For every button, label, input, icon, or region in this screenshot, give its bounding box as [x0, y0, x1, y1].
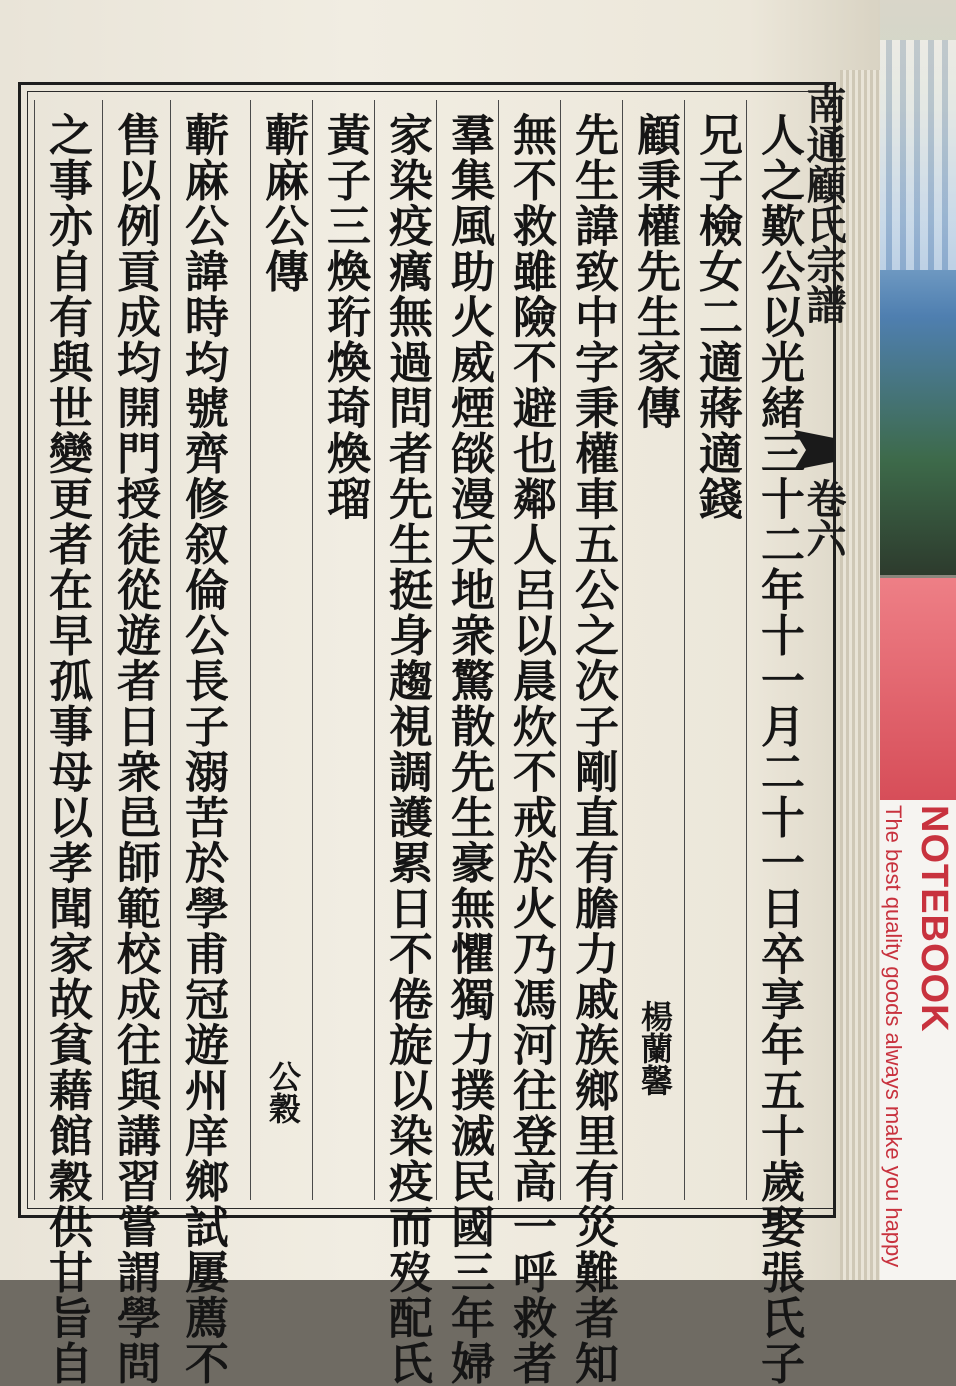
text-column-3	[622, 100, 685, 1200]
column-text: 先生諱致中字秉權車五公之次子剛直有膽力戚族鄉里有災難者知	[567, 112, 618, 1386]
column-text: 售以例貢成均開門授徒從遊者日衆邑師範校成往與講習嘗謂學問	[109, 112, 160, 1386]
text-column-11	[102, 100, 165, 1386]
column-heading: 蘄麻公傳	[257, 112, 308, 294]
column-text: 羣集風助火威煙燄漫天地衆驚散先生豪無懼獨力撲滅民國三年婦	[443, 112, 494, 1386]
notebook-title: NOTEBOOK	[913, 805, 955, 1033]
genealogy-title: 南通顧氏宗譜	[800, 84, 847, 324]
author-signature: 楊蘭馨	[636, 1000, 674, 1096]
text-column-5	[498, 100, 561, 1386]
notebook-tagline: The best quality goods always make you happy	[881, 805, 906, 1268]
text-column-4	[560, 100, 623, 1386]
volume-label: 卷六	[800, 478, 847, 558]
column-text: 兄子檢女二適蔣適錢	[691, 112, 742, 522]
column-text: 人之歎公以光緒三十二年十一月二十一日卒享年五十歲娶張氏子	[753, 112, 804, 1386]
text-column-6	[436, 100, 499, 1386]
column-text: 之事亦自有與世變更者在早孤事母以孝聞家故貧藉館穀供甘旨自	[41, 112, 92, 1386]
illustration	[878, 40, 956, 270]
author-signature: 公穀	[264, 1060, 302, 1124]
print-frame	[18, 82, 836, 1386]
text-column-12	[34, 100, 97, 1386]
column-text: 無不救雖險不避也鄰人呂以晨炊不戒於火乃馮河往登高一呼救者	[505, 112, 556, 1386]
column-text: 蘄麻公諱時均號齊修叙倫公長子溺苦於學甫冠遊州庠鄉試屢薦不	[177, 112, 228, 1386]
column-text: 家染疫癘無過問者先生挺身趨視調護累日不倦旋以染疫而歿配氏	[381, 112, 432, 1386]
text-column-9	[250, 100, 313, 1200]
text-column-10	[170, 100, 233, 1386]
page-header-column	[800, 84, 846, 684]
text-column-8	[312, 100, 375, 1200]
text-column-7	[374, 100, 437, 1386]
column-text: 黃子三煥珩煥琦煥瑠	[319, 112, 370, 522]
inner-border	[27, 91, 833, 1386]
text-column-2	[684, 100, 747, 1200]
column-heading: 顧秉權先生家傳	[629, 112, 680, 431]
